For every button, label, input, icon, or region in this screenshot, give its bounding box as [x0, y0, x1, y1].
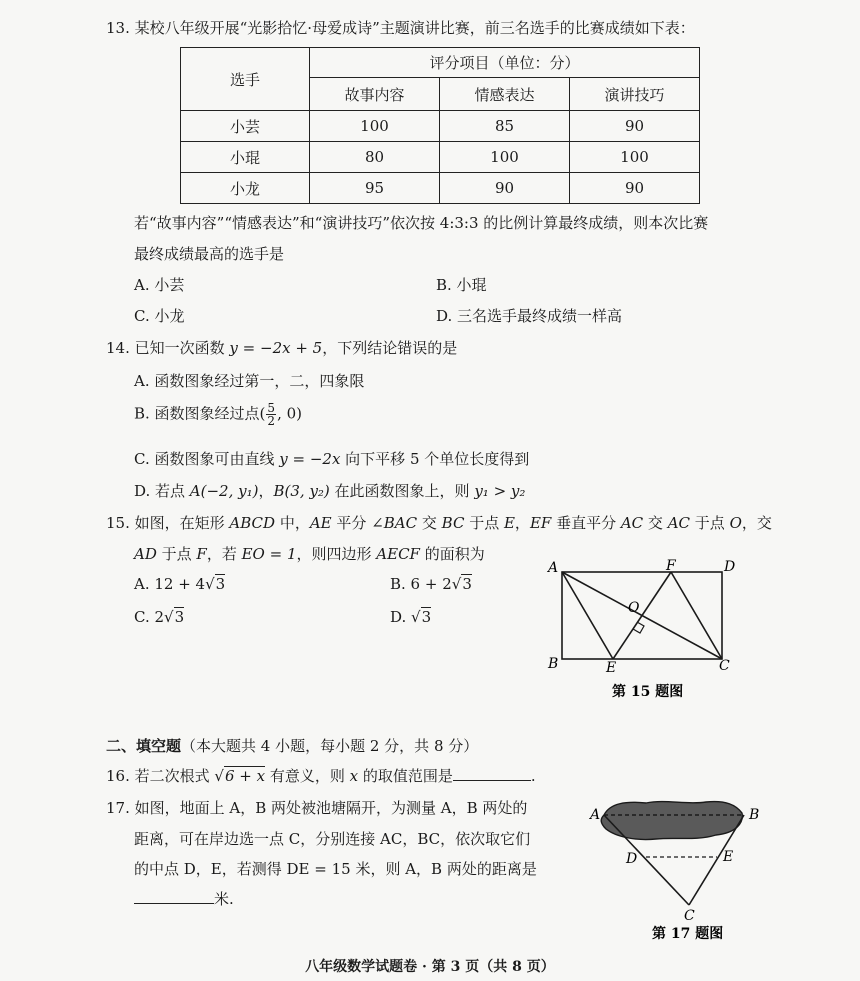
q15-option-b [390, 575, 472, 593]
label-a: A [548, 560, 559, 576]
label-b: B [548, 656, 559, 672]
text: 中， [275, 514, 310, 532]
math: AECF [376, 545, 420, 563]
text: A. 12 + 4 [134, 575, 206, 593]
q13-option-c: C. 小龙 [134, 307, 185, 325]
text: 平分 [331, 514, 372, 532]
text: . [530, 767, 536, 785]
q14-option-a: A. 函数图象经过第一，二，四象限 [134, 372, 365, 390]
row-name: 小琨 [181, 142, 310, 173]
math: F [196, 545, 207, 563]
table-cell: 100 [570, 142, 700, 173]
q14-stem [106, 337, 457, 358]
math: ∠BAC [371, 514, 418, 532]
figure-15-caption: 第 15 题图 [612, 684, 684, 700]
table-cell: 90 [570, 111, 700, 142]
q17-line1 [106, 797, 527, 818]
q14-optd-point-a: A(−2, y₁) [189, 482, 259, 500]
q14-optd-sep: ， [258, 482, 274, 500]
math: x [349, 767, 359, 785]
radicand: 3 [215, 575, 226, 593]
math: ABCD [229, 514, 276, 532]
q14-stem-post: ，下列结论错误的是 [322, 339, 458, 357]
label-o: O [628, 600, 640, 616]
math: EF [529, 514, 552, 532]
row-name: 小龙 [181, 173, 310, 204]
section2-title: 二、填空题 [106, 737, 182, 755]
q14-optb-pre: B. 函数图象经过点( [134, 404, 266, 423]
text: ， [514, 514, 530, 532]
text: 若二次根式 [134, 767, 215, 785]
label-b: B [749, 807, 760, 823]
q14-stem-pre: 已知一次函数 [134, 339, 230, 357]
figure-17-caption: 第 17 题图 [652, 926, 724, 942]
q14-optc-formula: y = −2x [279, 450, 341, 468]
q16-number: 16. [106, 767, 130, 785]
table-cell: 100 [310, 111, 440, 142]
math: AE [309, 514, 332, 532]
q17-line4 [134, 888, 234, 909]
math: BC [441, 514, 465, 532]
section2-heading [106, 735, 478, 756]
sqrt-sign: √ [411, 608, 421, 626]
text: 垂直平分 [551, 514, 621, 532]
text: B. 6 + 2 [390, 575, 452, 593]
q15-number: 15. [106, 514, 130, 532]
segment-ef [613, 572, 671, 659]
table-row [181, 142, 700, 173]
label-e: E [723, 849, 734, 865]
table-cell: 85 [440, 111, 570, 142]
text: 交 [417, 514, 442, 532]
q14-option-b [134, 402, 302, 427]
col-header: 情感表达 [440, 78, 570, 111]
text: 交 [643, 514, 668, 532]
q17-line3: 的中点 D，E，若测得 DE = 15 米，则 A，B 两处的距离是 [134, 860, 537, 878]
q15-option-d [390, 608, 431, 626]
radicand: 3 [421, 608, 432, 626]
q14-option-d [134, 480, 525, 501]
text: ，则四边形 [296, 545, 377, 563]
text: 如图，地面上 A，B 两处被池塘隔开，为测量 A，B 两处的 [134, 799, 528, 817]
sqrt-sign: √ [214, 767, 224, 785]
text: 的取值范围是 [358, 767, 453, 785]
q15-line2 [134, 543, 485, 564]
math: E [503, 514, 515, 532]
q15-option-a [134, 575, 225, 593]
text: D. [390, 608, 412, 626]
section2-note: （本大题共 4 小题，每小题 2 分，共 8 分） [181, 737, 479, 755]
table-cell: 95 [310, 173, 440, 204]
table-cell: 90 [570, 173, 700, 204]
sqrt-sign: √ [164, 608, 174, 626]
text: 米. [214, 890, 234, 908]
label-f: F [666, 558, 676, 574]
label-d: D [724, 559, 736, 575]
q13-option-a: A. 小芸 [134, 276, 185, 294]
row-name: 小芸 [181, 111, 310, 142]
table-row [181, 173, 700, 204]
text: 于点 [156, 545, 197, 563]
q14-optc-pre: C. 函数图象可由直线 [134, 450, 280, 468]
q13-line1: 若“故事内容”“情感表达”和“演讲技巧”依次按 4:3:3 的比例计算最终成绩，则本次比赛 [134, 214, 709, 232]
sqrt-sign: √ [451, 575, 462, 593]
text: 于点 [464, 514, 504, 532]
q13-stem-text: 某校八年级开展“光影拾忆·母爱成诗”主题演讲比赛，前三名选手的比赛成绩如下表： [134, 19, 695, 37]
col-header: 故事内容 [310, 78, 440, 111]
q13-option-b: B. 小琨 [436, 276, 487, 294]
sqrt-sign: √ [205, 575, 215, 593]
fraction-numerator: 5 [267, 401, 276, 415]
q15-line1 [106, 512, 772, 533]
q14-optb-post: , 0) [277, 404, 302, 423]
q14-optd-pre: D. 若点 [134, 482, 190, 500]
text: ，交 [741, 514, 772, 532]
page-footer: 八年级数学试题卷 · 第 3 页（共 8 页） [305, 959, 555, 975]
header-player: 选手 [181, 48, 310, 111]
q14-optc-post: 向下平移 5 个单位长度得到 [340, 450, 530, 468]
q17-number: 17. [106, 799, 130, 817]
q14-number: 14. [106, 339, 130, 357]
fraction [266, 402, 276, 427]
q13-option-d: D. 三名选手最终成绩一样高 [436, 307, 623, 325]
q13-line2: 最终成绩最高的选手是 [134, 245, 285, 263]
label-a: A [590, 807, 601, 823]
header-group: 评分项目（单位：分） [310, 48, 700, 78]
q17-answer-blank[interactable] [134, 889, 214, 904]
q14-formula: y = −2x + 5 [229, 339, 323, 357]
col-header: 演讲技巧 [570, 78, 700, 111]
math: O [729, 514, 742, 532]
text: 如图，在矩形 [134, 514, 230, 532]
text: 于点 [690, 514, 730, 532]
label-d: D [626, 851, 638, 867]
q16 [106, 765, 536, 786]
q14-optd-post: 在此函数图象上，则 [329, 482, 475, 500]
math: AD [134, 545, 157, 563]
math: EO = 1 [241, 545, 297, 563]
q16-answer-blank[interactable] [453, 766, 531, 781]
q14-optd-inequality: y₁ > y₂ [474, 482, 526, 500]
fraction-denominator: 2 [267, 414, 276, 428]
text: C. 2 [134, 608, 165, 626]
table-cell: 100 [440, 142, 570, 173]
q14-optd-point-b: B(3, y₂) [273, 482, 330, 500]
label-e: E [606, 660, 617, 676]
math: AC [667, 514, 691, 532]
q15-option-c [134, 608, 184, 626]
text: ，若 [206, 545, 242, 563]
radicand: 3 [462, 575, 472, 593]
q13-number: 13. [106, 19, 130, 37]
table-row [181, 111, 700, 142]
text: 的面积为 [419, 545, 485, 563]
score-table [180, 47, 700, 204]
q17-line2: 距离，可在岸边选一点 C，分别连接 AC，BC，依次取它们 [134, 830, 531, 848]
label-c: C [719, 658, 730, 674]
math: AC [620, 514, 644, 532]
table-cell: 90 [440, 173, 570, 204]
label-c: C [684, 908, 695, 924]
figure-17 [586, 793, 776, 943]
q16-radicand: 6 + x [224, 767, 266, 785]
radicand: 3 [174, 608, 185, 626]
text: 有意义，则 [265, 767, 350, 785]
q14-option-c [134, 448, 529, 469]
q13-stem [106, 17, 695, 38]
table-cell: 80 [310, 142, 440, 173]
figure-15 [540, 558, 750, 706]
